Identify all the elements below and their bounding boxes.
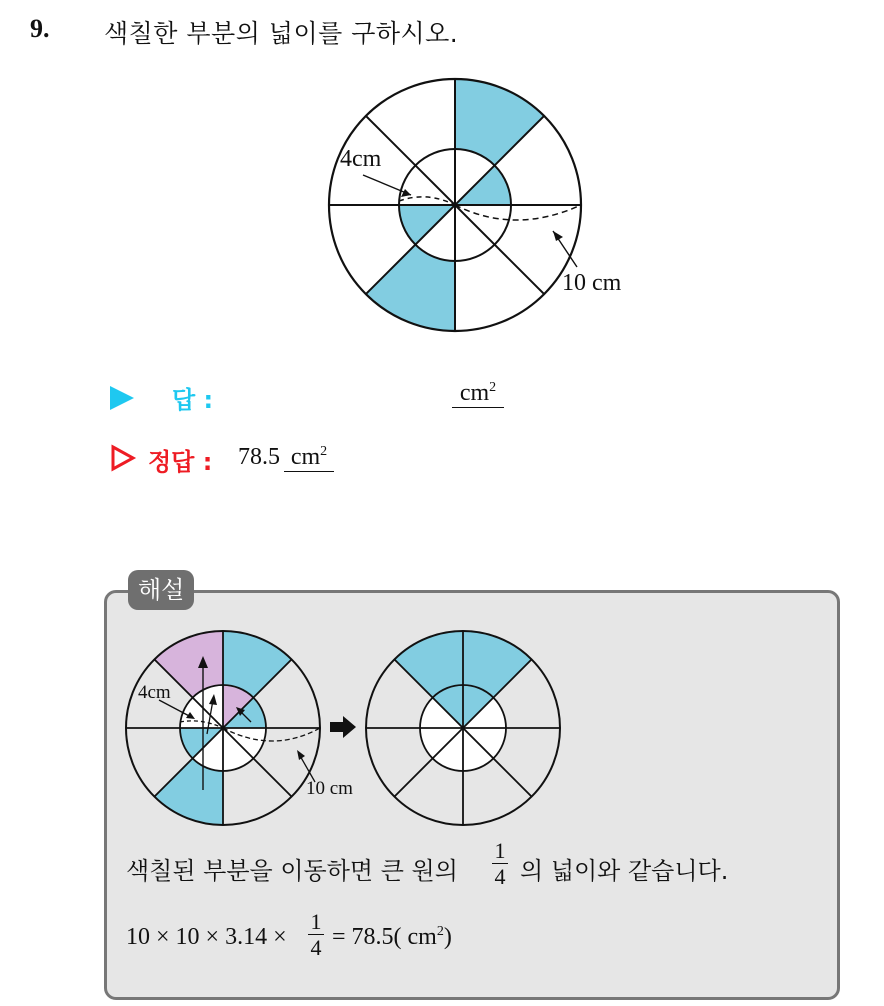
arrow-right-icon [330, 716, 356, 738]
correct-label: 정답 : [148, 448, 213, 476]
question-number: 9. [30, 14, 50, 43]
answer-label: 답 : [172, 386, 214, 414]
answer-unit-exp: 2 [489, 380, 497, 395]
solution-fraction: 1 4 [492, 839, 508, 890]
solution-label-large: 10 cm [306, 778, 353, 799]
answer-input[interactable] [452, 380, 504, 408]
answer-row [110, 380, 610, 414]
solution-sentence [126, 838, 826, 905]
main-circle-diagram [320, 72, 622, 342]
solution-diagram-after [360, 628, 570, 838]
answer-unit: cm [459, 380, 490, 406]
solution-sentence-before: 색칠된 부분을 이동하면 큰 원의 [126, 857, 458, 885]
correct-answer-row [110, 442, 610, 476]
expression-fraction: 1 4 [308, 910, 324, 961]
solution-diagram-before [120, 628, 353, 838]
solution-tag: 해설 [128, 570, 194, 610]
correct-triangle-icon [110, 444, 136, 472]
expression-right: = 78.5( $cm^2$) [332, 924, 452, 950]
solution-sentence-after: 의 넓이와 같습니다. [520, 857, 729, 885]
solution-label-small: 4cm [138, 682, 171, 703]
expression-left: 10 × 10 × 3.14 × [126, 924, 287, 950]
solution-expression [126, 910, 626, 970]
correct-value: 78.5 [238, 444, 280, 470]
answer-triangle-icon [110, 386, 134, 410]
correct-unit: $cm^2$ [284, 444, 334, 472]
question-text: 색칠한 부분의 넓이를 구하시오. [104, 19, 459, 48]
label-small-radius: 4cm [340, 146, 382, 172]
label-large-radius: 10 cm [562, 270, 622, 296]
